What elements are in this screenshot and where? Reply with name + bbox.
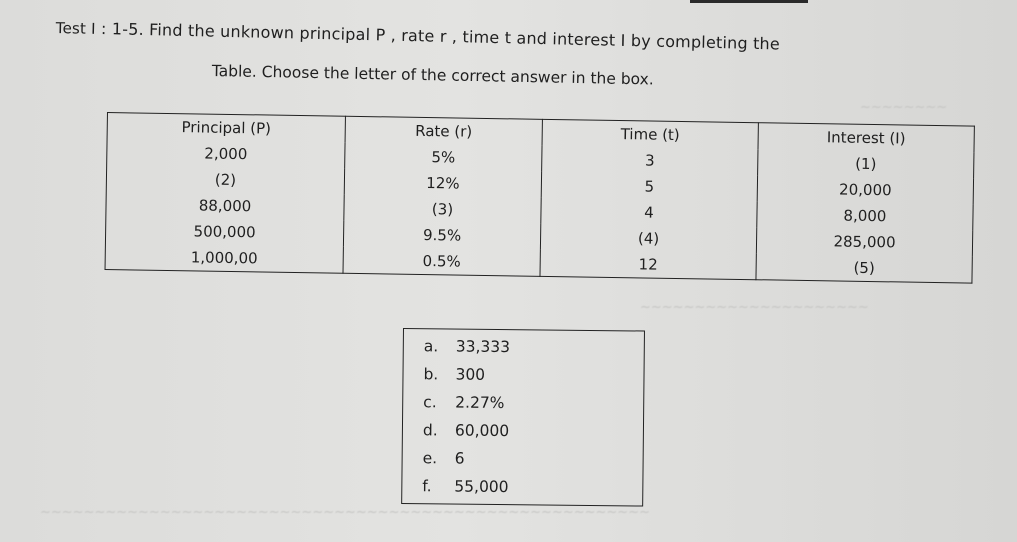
choice-value: 33,333 — [455, 337, 511, 357]
cell-rate: 9.5% — [343, 221, 540, 250]
cell-time: 5 — [541, 172, 757, 201]
instruction-text-1: : 1-5. Find the unknown principal P , rate r , time t and interest I by completing the — [100, 19, 781, 54]
choice-letter: d. — [422, 421, 438, 440]
choice-value: 6 — [454, 449, 465, 468]
cell-interest: 8,000 — [757, 201, 973, 230]
test-label: Test I — [55, 18, 96, 38]
answer-choices-box — [401, 328, 645, 507]
cell-interest: 285,000 — [756, 227, 972, 256]
top-rule — [690, 0, 808, 3]
choice-value: 60,000 — [454, 421, 510, 441]
choice-item — [423, 449, 465, 467]
answer-table — [105, 112, 975, 284]
choice-item — [423, 365, 485, 384]
cell-principal: 1,000,00 — [105, 243, 343, 273]
choice-value: 55,000 — [454, 477, 509, 497]
header-time: Time (t) — [542, 119, 758, 149]
cell-time: 4 — [541, 198, 757, 227]
bleed-through-mark: ~~~~~~~~~~~~~~~~~~~~~~~~~~~~~~~~~~~~~~~~~~~~~~~~~~~~~~~~ — [40, 505, 650, 520]
header-rate: Rate (r) — [345, 116, 542, 146]
cell-time: 12 — [540, 250, 756, 280]
cell-time: (4) — [540, 224, 756, 253]
cell-principal: 88,000 — [106, 191, 344, 221]
choice-item — [423, 421, 509, 440]
instruction-line-2: Table. Choose the letter of the correct answer in the box. — [211, 62, 654, 89]
cell-rate: 0.5% — [343, 247, 540, 277]
cell-interest: (5) — [756, 253, 972, 283]
choice-value: 300 — [455, 365, 486, 384]
choice-letter: e. — [422, 449, 438, 468]
cell-principal: 500,000 — [105, 217, 343, 247]
header-principal: Principal (P) — [107, 113, 345, 143]
cell-principal: 2,000 — [107, 139, 345, 169]
cell-principal: (2) — [106, 165, 344, 195]
cell-interest: (1) — [758, 149, 974, 178]
bleed-through-mark: ~~~~~~~~~~~~~~~~~~~~~ — [640, 300, 869, 315]
choice-value: 2.27% — [455, 393, 505, 413]
cell-rate: 5% — [345, 143, 542, 172]
choice-letter: a. — [423, 337, 439, 356]
bleed-through-mark: ~~~~~~~~ — [860, 100, 948, 115]
choice-letter: f. — [422, 477, 432, 496]
choice-item — [424, 337, 510, 356]
choice-item — [423, 393, 504, 412]
choice-letter: c. — [423, 393, 437, 412]
cell-interest: 20,000 — [757, 175, 973, 204]
header-interest: Interest (I) — [758, 123, 974, 153]
cell-rate: (3) — [344, 195, 541, 224]
cell-time: 3 — [542, 146, 758, 175]
choice-item — [422, 477, 508, 496]
cell-rate: 12% — [344, 169, 541, 198]
choice-letter: b. — [423, 365, 439, 384]
